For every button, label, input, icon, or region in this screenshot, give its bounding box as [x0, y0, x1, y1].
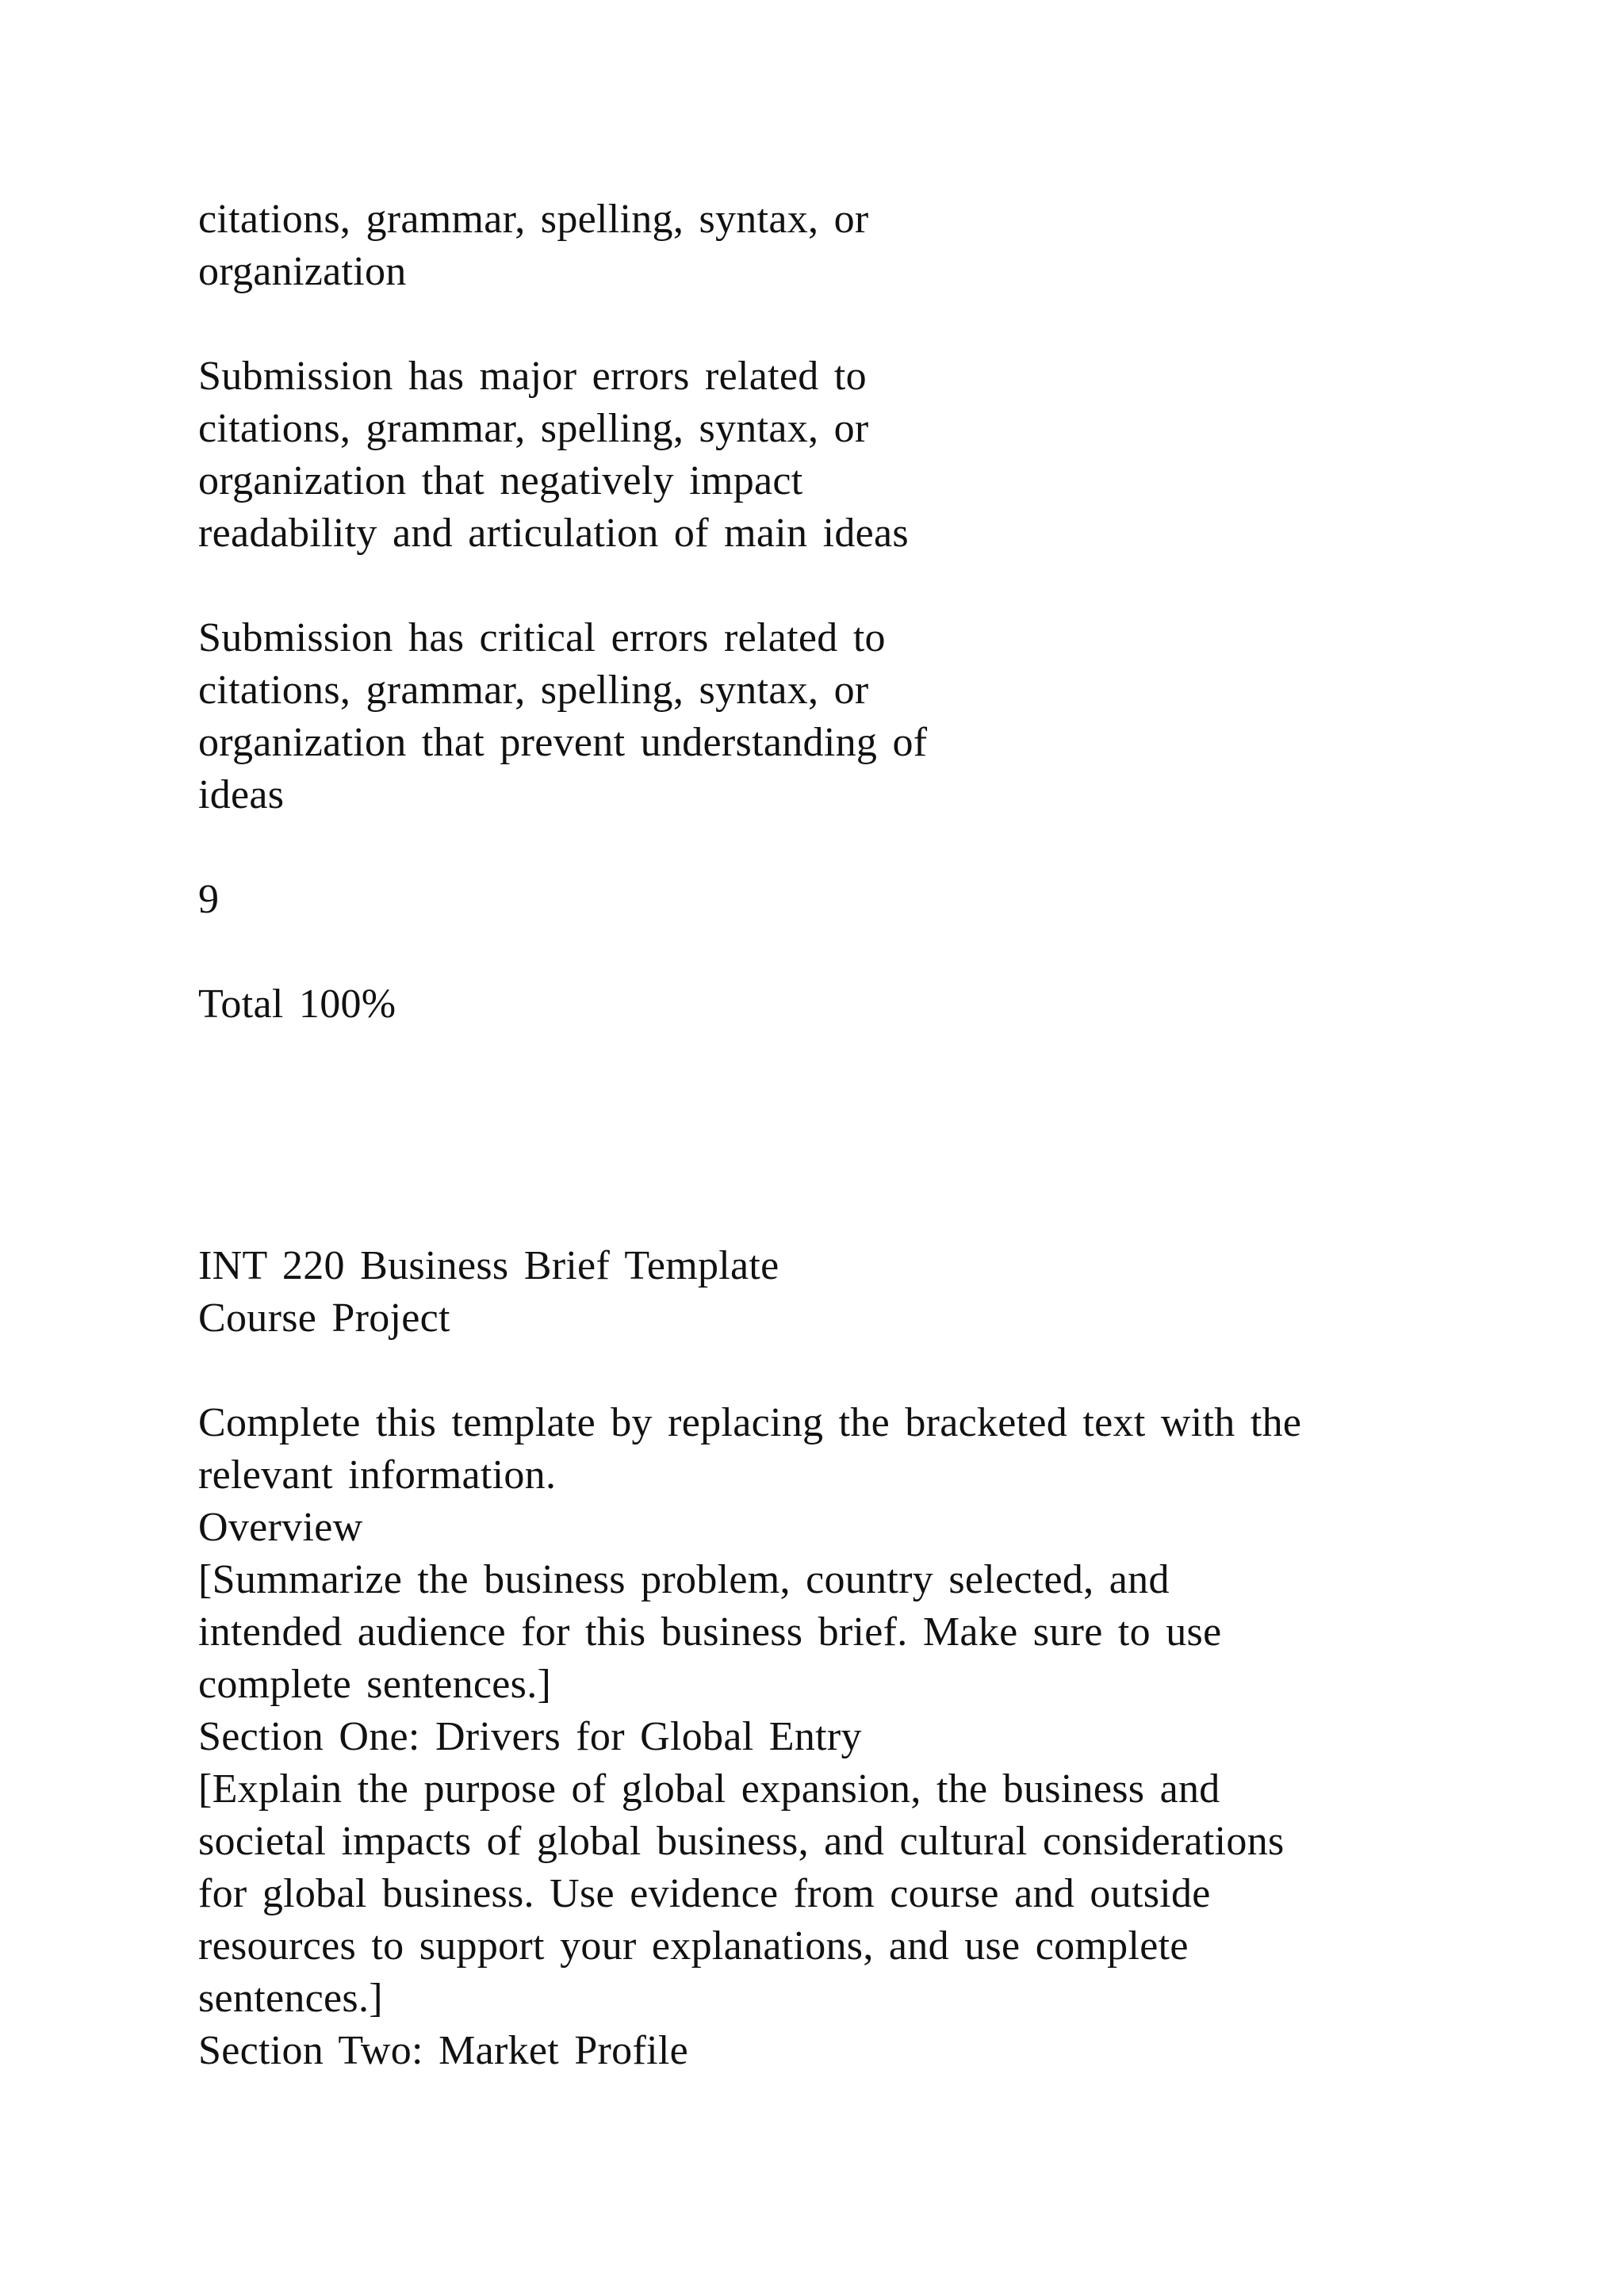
paragraph-gap	[198, 1345, 1546, 1397]
rubric-text-line: ideas	[198, 772, 285, 817]
section-one-body-line: resources to support your explanations, and use complete	[198, 1923, 1189, 1969]
overview-heading: Overview	[198, 1505, 363, 1550]
overview-body-line: intended audience for this business brief. Make sure to use	[198, 1609, 1222, 1655]
section-one-body-line: [Explain the purpose of global expansion, the business and	[198, 1766, 1220, 1812]
template-subtitle: Course Project	[198, 1295, 450, 1341]
instructions-line: Complete this template by replacing the bracketed text with the	[198, 1400, 1302, 1445]
instructions-line: relevant information.	[198, 1452, 557, 1498]
rubric-text-line: citations, grammar, spelling, syntax, or	[198, 406, 869, 451]
paragraph-gap	[198, 926, 1546, 978]
rubric-text-line: organization that negatively impact	[198, 458, 803, 503]
template-title: INT 220 Business Brief Template	[198, 1243, 779, 1288]
overview-body-line: [Summarize the business problem, country selected, and	[198, 1557, 1170, 1602]
rubric-text-line: citations, grammar, spelling, syntax, or	[198, 668, 869, 713]
section-one-body-line: for global business. Use evidence from course and outside	[198, 1871, 1211, 1916]
paragraph-gap	[198, 560, 1546, 612]
overview-body-line: complete sentences.]	[198, 1662, 552, 1707]
document-text	[198, 193, 1546, 2077]
section-one-heading: Section One: Drivers for Global Entry	[198, 1714, 862, 1759]
paragraph-gap	[198, 298, 1546, 350]
rubric-text-line: organization	[198, 249, 407, 294]
section-one-body-line: societal impacts of global business, and cultural considerations	[198, 1819, 1285, 1864]
rubric-text-line: citations, grammar, spelling, syntax, or	[198, 197, 869, 242]
rubric-total: Total 100%	[198, 982, 396, 1027]
rubric-text-line: readability and articulation of main ideas	[198, 511, 909, 556]
rubric-points: 9	[198, 877, 220, 922]
section-one-body-line: sentences.]	[198, 1976, 383, 2021]
section-two-heading: Section Two: Market Profile	[198, 2028, 688, 2073]
rubric-text-line: organization that prevent understanding of	[198, 720, 928, 765]
rubric-text-line: Submission has major errors related to	[198, 354, 867, 399]
section-gap	[198, 1031, 1546, 1240]
paragraph-gap	[198, 821, 1546, 874]
rubric-text-line: Submission has critical errors related to	[198, 615, 886, 660]
